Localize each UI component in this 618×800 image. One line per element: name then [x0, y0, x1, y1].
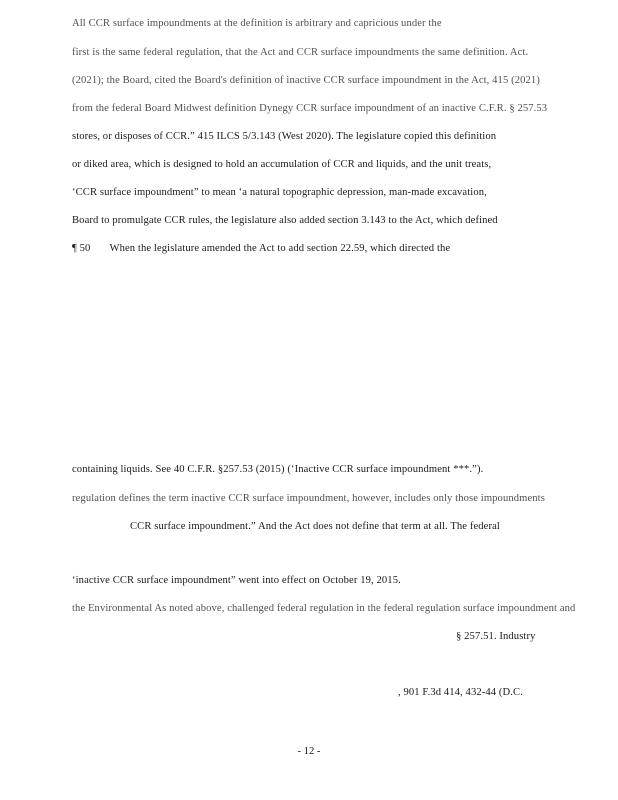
text-line: (2021); the Board, cited the Board's definition of inactive CCR surface impoundment in the Act, 415 (2021) [72, 75, 540, 86]
page-number: - 12 - [297, 746, 321, 757]
text-line: All CCR surface impoundments at the definition is arbitrary and capricious under the [72, 18, 442, 29]
text-line: Board to promulgate CCR rules, the legislature also added section 3.143 to the Act, which defined [72, 215, 498, 226]
text-line: § 257.51. Industry [456, 631, 536, 642]
citation-line: , 901 F.3d 414, 432-44 (D.C. [398, 687, 523, 698]
text-line: the Environmental As noted above, challenged federal regulation in the federal regulation surface impoundment and [72, 603, 576, 614]
text-line: CCR surface impoundment.” And the Act does not define that term at all. The federal [130, 521, 500, 532]
text-line: containing liquids. See 40 C.F.R. §257.53 (2015) (‘Inactive CCR surface impoundment ***.”). [72, 464, 484, 475]
text-line: ‘inactive CCR surface impoundment” went into effect on October 19, 2015. [72, 575, 401, 586]
text-line: stores, or disposes of CCR.” 415 ILCS 5/3.143 (West 2020). The legislature copied this definition [72, 131, 497, 142]
paragraph-50-line: ¶ 50 When the legislature amended the Act to add section 22.59, which directed the [72, 243, 451, 254]
text-line: regulation defines the term inactive CCR surface impoundment, however, includes only those impoundments [72, 493, 545, 504]
text-line: or diked area, which is designed to hold an accumulation of CCR and liquids, and the unit treats, [72, 159, 492, 170]
text-line: first is the same federal regulation, that the Act and CCR surface impoundments the same definition. Act. [72, 47, 529, 58]
text-line: ‘CCR surface impoundment” to mean ‘a natural topographic depression, man-made excavation, [72, 187, 487, 198]
text-line: from the federal Board Midwest definition Dynegy CCR surface impoundment of an inactive C.F.R. § 257.53 [72, 103, 548, 114]
